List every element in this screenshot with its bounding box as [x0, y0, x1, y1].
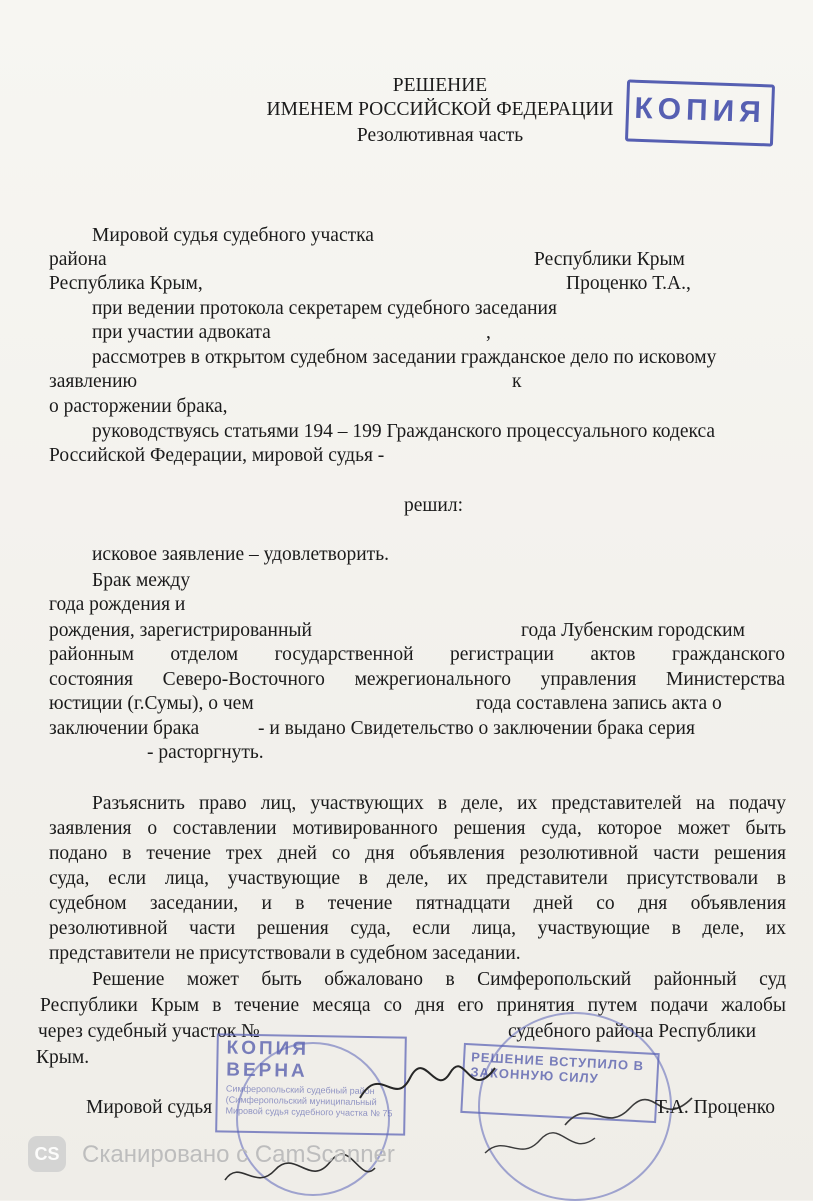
- line-explain-4: суда, если лица, участвующие в деле, их представители присутствовали в: [49, 868, 786, 889]
- line-satisfy: исковое заявление – удовлетворить.: [92, 544, 389, 565]
- line-republic: Республики Крым: [534, 249, 685, 270]
- camscanner-watermark: Сканировано с CamScanner: [82, 1141, 395, 1168]
- copy-stamp: КОПИЯ: [625, 79, 775, 146]
- copy-correct-line: (Симферопольский муниципальный: [225, 1094, 377, 1108]
- line-explain-5: судебном заседании, и в течение пятнадцати дней со дня объявления: [49, 893, 786, 914]
- line-articles: руководствуясь статьями 194 – 199 Гражданского процессуального кодекса: [92, 421, 716, 442]
- line-marriage-between: Брак между: [92, 570, 191, 591]
- line-secretary: при ведении протокола секретарем судебного заседания: [92, 298, 557, 319]
- line-advocate: при участии адвоката: [92, 322, 271, 343]
- line-dissolve: - расторгнуть.: [147, 742, 264, 763]
- line-statement-k: к: [512, 371, 522, 392]
- judge-signature: [355, 1058, 505, 1118]
- line-considered: рассмотрев в открытом судебном заседании гражданское дело по исковому: [92, 347, 717, 368]
- line-justice-sumy: юстиции (г.Сумы), о чем: [49, 693, 254, 714]
- line-civil-status: состояния Северо-Восточного межрегионального управления Министерства: [49, 669, 785, 690]
- line-explain-1: Разъяснить право лиц, участвующих в деле, их представителей на подачу: [92, 793, 786, 814]
- line-explain-3: подано в течение трех дней со дня объявления резолютивной части решения: [49, 843, 786, 864]
- line-appeal-3b: судебного района Республики: [508, 1021, 757, 1042]
- line-republic-crimea: Республика Крым,: [49, 273, 203, 294]
- in-force-text: РЕШЕНИЕ ВСТУПИЛО В ЗАКОННУЮ СИЛУ: [470, 1049, 645, 1087]
- document-title: РЕШЕНИЕ: [392, 75, 488, 96]
- copy-correct-line: Мировой судья судебного участка № 75: [225, 1105, 393, 1119]
- line-appeal-4: Крым.: [36, 1047, 90, 1068]
- line-appeal-3: через судебный участок №: [38, 1021, 260, 1042]
- line-marriage-conclusion: заключении брака: [49, 718, 200, 739]
- line-divorce: о расторжении брака,: [49, 396, 228, 417]
- line-explain-7: представители не присутствовали в судебном заседании.: [49, 943, 521, 964]
- line-registered: рождения, зарегистрированный: [49, 620, 312, 641]
- line-judge-name: Проценко Т.А.,: [566, 273, 691, 294]
- signature-name: Т.А. Проценко: [655, 1097, 776, 1118]
- secretary-signature-right: [480, 1128, 600, 1168]
- signature-role: Мировой судья: [86, 1097, 213, 1118]
- line-appeal-2: Республики Крым в течение месяца со дня его принятия путем подачи жалобы: [40, 995, 786, 1016]
- line-lubny: года Лубенским городским: [521, 620, 745, 641]
- line-explain-2: заявления о составлении мотивированного решения суда, которое может быть: [49, 818, 786, 839]
- line-registry-office: районным отделом государственной регистрации актов гражданского: [49, 644, 785, 665]
- copy-correct-line: Симферопольский судебный район: [225, 1083, 375, 1097]
- document-subtitle: ИМЕНЕМ РОССИЙСКОЙ ФЕДЕРАЦИИ: [266, 99, 614, 120]
- line-record-act: года составлена запись акта о: [476, 693, 722, 714]
- line-explain-6: резолютивной части решения суда, если лица, участвующие в деле, их: [49, 918, 786, 939]
- resolved-heading: решил:: [404, 495, 464, 516]
- line-district: района: [49, 249, 107, 270]
- line-certificate: - и выдано Свидетельство о заключении брака серия: [258, 718, 695, 739]
- line-federation: Российской Федерации, мировой судья -: [49, 445, 385, 466]
- copy-correct-title: КОПИЯ ВЕРНА: [226, 1037, 310, 1082]
- camscanner-logo-icon: CS: [28, 1136, 66, 1172]
- document-part: Резолютивная часть: [356, 125, 524, 146]
- line-judge: Мировой судья судебного участка: [92, 225, 374, 246]
- line-advocate-comma: ,: [486, 322, 491, 343]
- line-statement: заявлению: [49, 371, 138, 392]
- line-appeal-1: Решение может быть обжаловано в Симферопольский районный суд: [92, 969, 786, 990]
- line-birth-year: года рождения и: [49, 594, 186, 615]
